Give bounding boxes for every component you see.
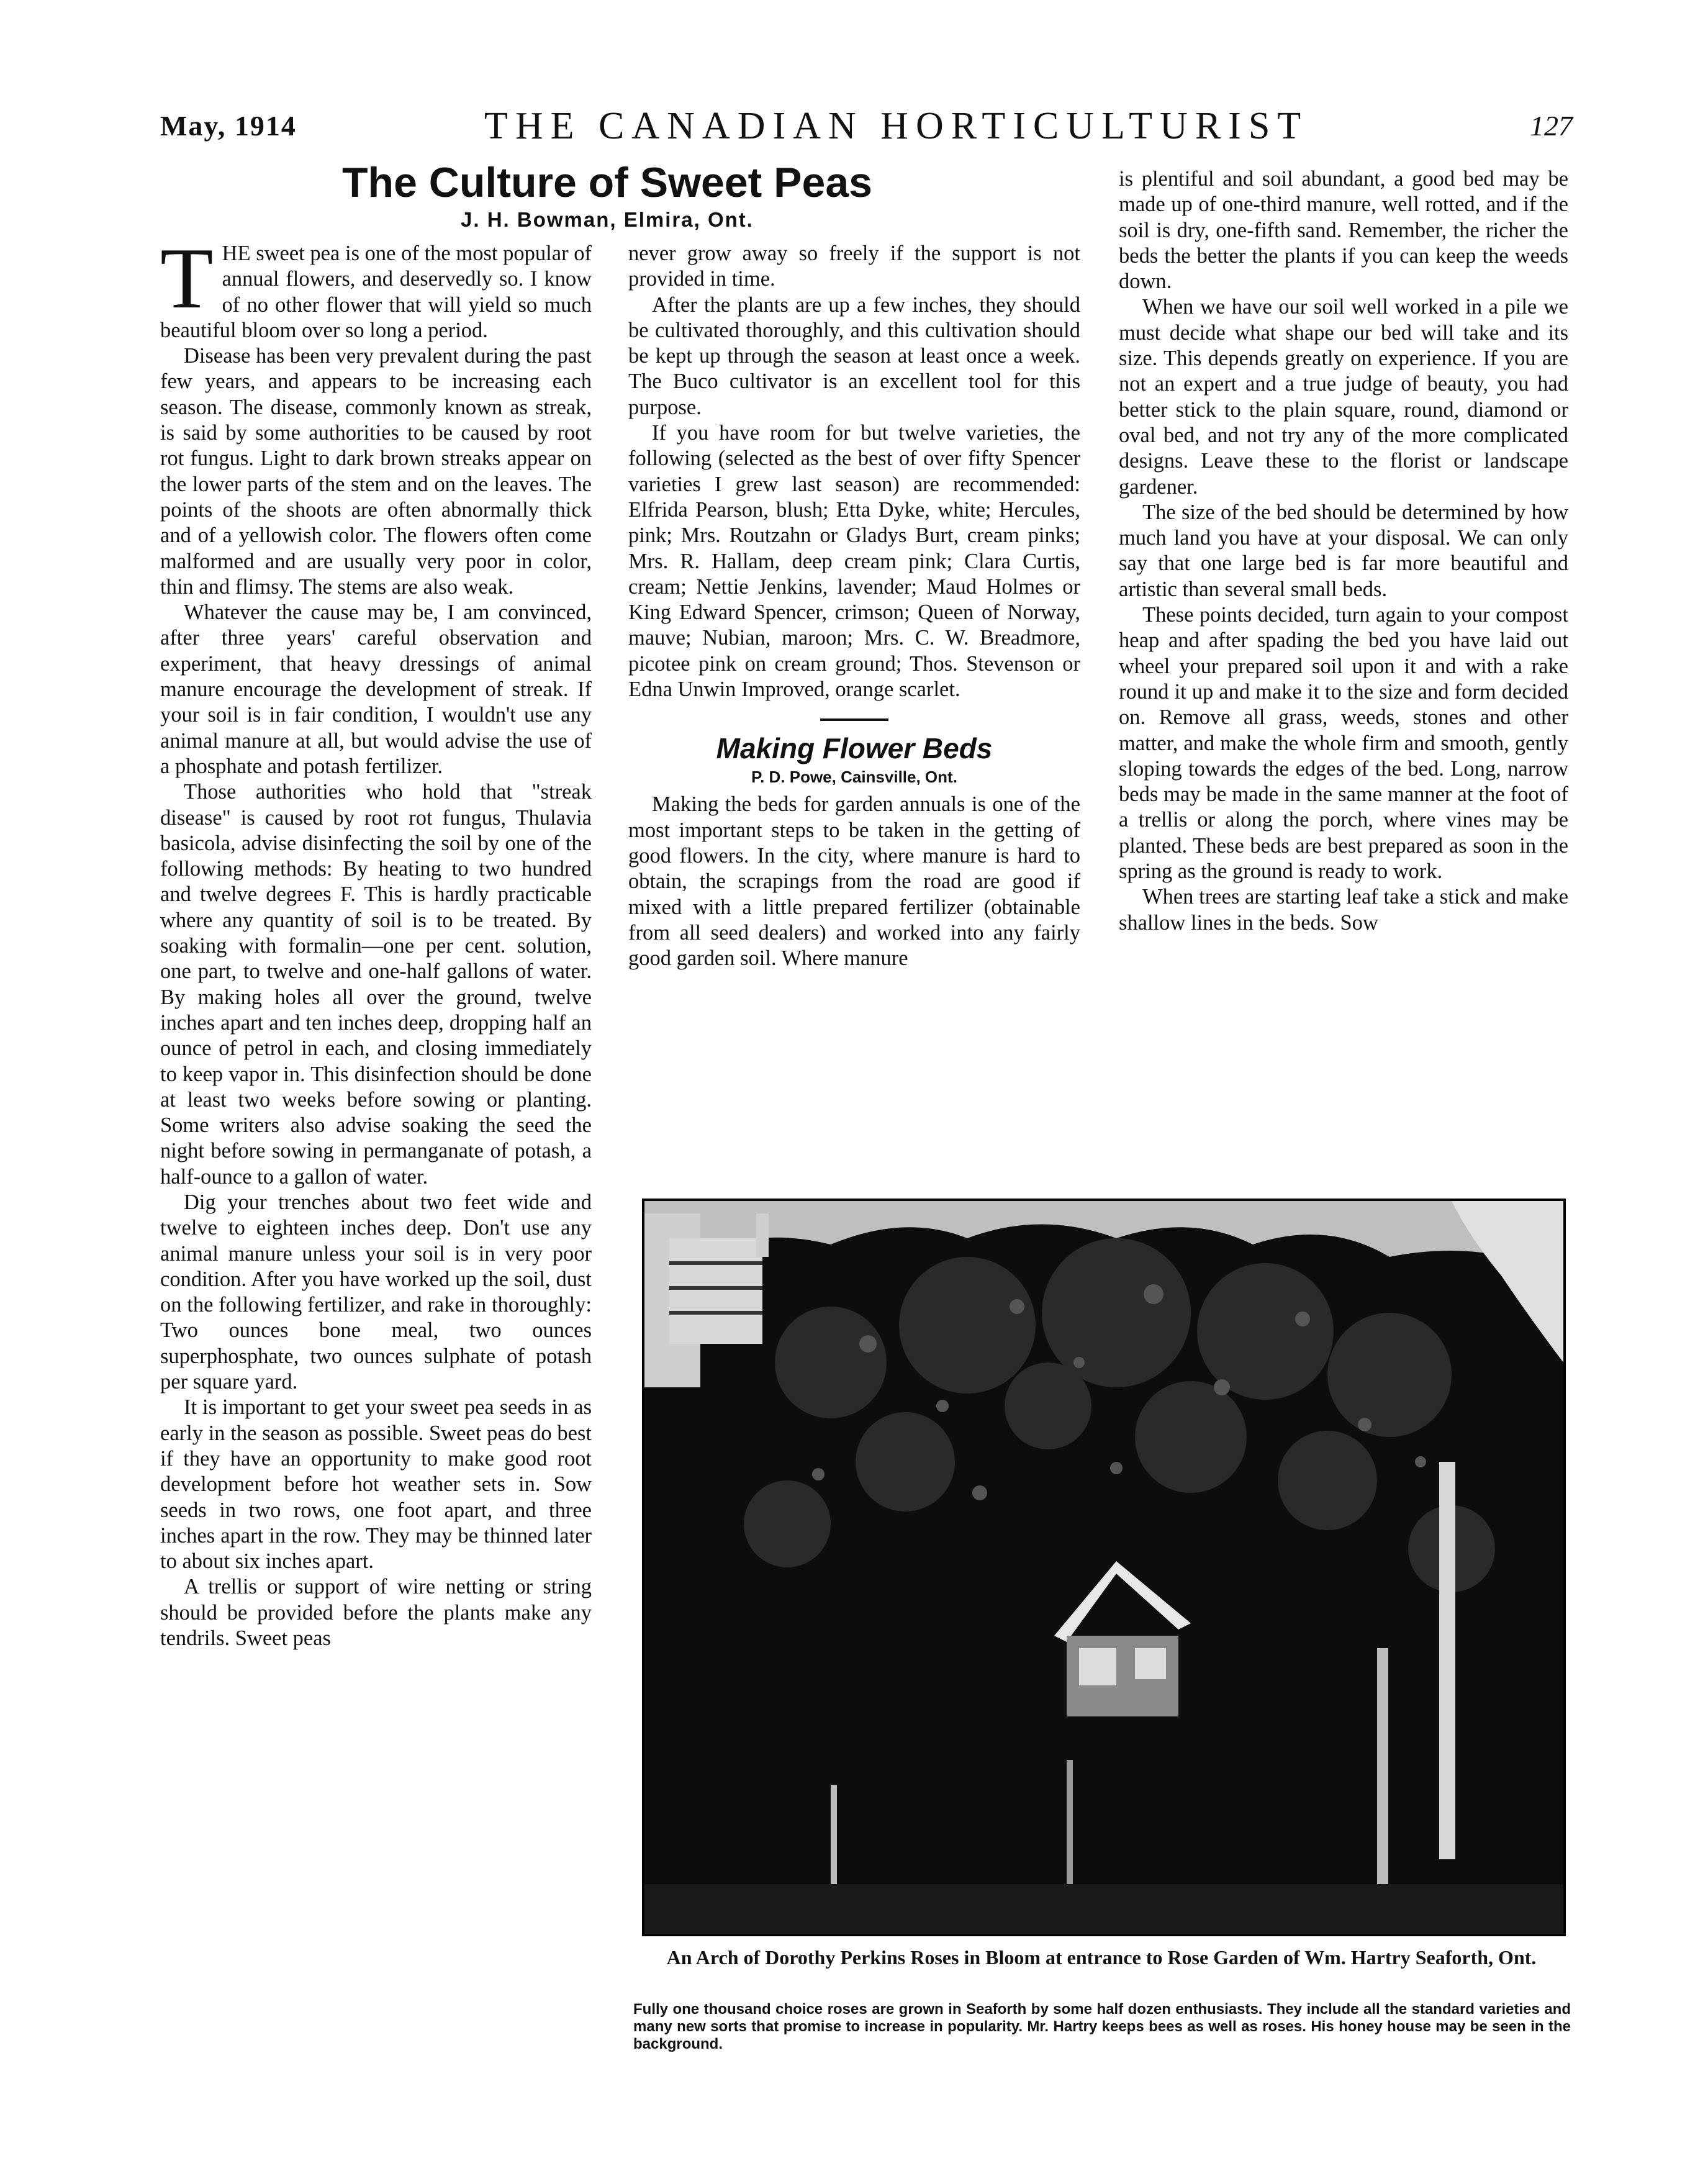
paragraph: When we have our soil well worked in a pile we must decide what shape our bed will take and its size. This depends greatly on experience. If you are not an expert and a true judge of beauty, you had better stick to the plain square, round, diamond or oval bed, and not try any of the more complicated designs. Leave these to the florist or landscape gardener. (1119, 295, 1568, 499)
article-title: The Culture of Sweet Peas (342, 159, 872, 206)
paragraph: Making the beds for garden annuals is one of the most important steps to be taken in the getting of good flowers. In the city, where manure is hard to obtain, the scrapings from the road are good if mixed with a little prepared fertilizer (obtainable from all seed dealers) and worked into any fairly good garden soil. Where manure (628, 792, 1080, 971)
paragraph: Whatever the cause may be, I am convinced, after three years' careful observation and experiment, that heavy dressings of animal manure encourage the development of streak. If your soil is in fair condition, I wouldn't use any animal manure at all, but would advise the use of a phosphate and potash fertilizer. (160, 601, 592, 778)
paragraph: is plentiful and soil abundant, a good bed may be made up of one-third manure, well rotted, and if the soil is dry, one-fifth sand. Remember, the richer the beds the better the plants if you can keep the weeds down. (1119, 167, 1568, 294)
paragraph: Dig your trenches about two feet wide and twelve to eighteen inches deep. Don't use any animal manure unless your soil is in very poor condition. After you have worked up the soil, dust on the following fertilizer, and rake in thoroughly: Two ounces bone meal, two ounces superphosphate, two ounces sulphate of potash per square yard. (160, 1190, 592, 1394)
running-header (0, 104, 1708, 160)
paragraph: A trellis or support of wire netting or string should be provided before the plants make any tendrils. Sweet peas (160, 1575, 592, 1651)
column-3 (1119, 166, 1568, 936)
paragraph: never grow away so freely if the support is not provided in time. (628, 242, 1080, 291)
rose-arch-photo (642, 1199, 1566, 1936)
figure-caption-title: An Arch of Dorothy Perkins Roses in Bloom at entrance to Rose Garden of Wm. Hartry Seaforth, Ont. (666, 1946, 1537, 1969)
paragraph: THE sweet pea is one of the most popular of annual flowers, and deservedly so. I know of no other flower that will yield so much beautiful bloom over so long a period. (160, 230, 592, 342)
column-1 (160, 230, 592, 1651)
drop-cap: T (160, 230, 214, 327)
article-byline: J. H. Bowman, Elmira, Ont. (461, 208, 754, 231)
journal-title: THE CANADIAN HORTICULTURIST (484, 105, 1309, 147)
paragraph: These points decided, turn again to your compost heap and after spading the bed you have laid out wheel your prepared soil upon it and with a rake round it up and make it to the size and form decided on. Remove all grass, weeds, stones and other matter, and make the whole firm and smooth, gently sloping towards the edges of the bed. Long, narrow beds may be made in the same manner at the foot of a trellis or along the porch, where vines may be planted. These beds are best prepared as soon in the spring as the ground is ready to work. (1119, 603, 1568, 884)
column-2 (628, 241, 1080, 971)
section-divider (820, 718, 888, 721)
sub-article-title: Making Flower Beds (716, 732, 993, 765)
paragraph: When trees are starting leaf take a stick and make shallow lines in the beds. Sow (1119, 885, 1568, 935)
paragraph: After the plants are up a few inches, they should be cultivated thoroughly, and this cultivation should be kept up through the season at least once a week. The Buco cultivator is an excellent tool for this purpose. (628, 292, 1080, 419)
sub-article-byline: P. D. Powe, Cainsville, Ont. (751, 768, 957, 787)
paragraph: If you have room for but twelve varieties, the following (selected as the best of over fifty Spencer varieties I grew last season) are recommended: Elfrida Pearson, blush; Etta Dyke, white; Hercules, pink; Mrs. Routzahn or Gladys Burt, cream pinks; Mrs. R. Hallam, deep cream pink; Clara Curtis, cream; Nettie Jenkins, lavender; Maud Holmes or King Edward Spencer, crimson; Queen of Norway, mauve; Nubian, maroon; Mrs. C. W. Breadmore, picotee pink on cream ground; Thos. Stevenson or Edna Unwin Improved, orange scarlet. (628, 421, 1080, 702)
page-number: 127 (1530, 110, 1573, 142)
figure-caption-body: Fully one thousand choice roses are grown in Seaforth by some half dozen enthusiasts. They include all the standard varieties and many new sorts that promise to increase in popularity. Mr. Hartry keeps bees as well as roses. His honey house may be seen in the background. (633, 2001, 1571, 2052)
issue-date: May, 1914 (160, 110, 297, 142)
paragraph: It is important to get your sweet pea seeds in as early in the season as possible. Sweet peas do best if they have an opportunity to make good root development before hot weather sets in. Sow seeds in two rows, one foot apart, and three inches apart in the row. They may be thinned later to about six inches apart. (160, 1395, 592, 1574)
paragraph: The size of the bed should be determined by how much land you have at your disposal. We can only say that one large bed is far more beautiful and artistic than several small beds. (1119, 500, 1568, 601)
paragraph: Those authorities who hold that "streak disease" is caused by root rot fungus, Thulavia basicola, advise disinfecting the soil by one of the following methods: By heating to two hundred and twelve degrees F. This is hardly practicable where any quantity of soil is to be treated. By soaking with formalin—one per cent. solution, one part, to twelve and one-half gallons of water. By making holes all over the ground, twelve inches apart and ten inches deep, dropping half an ounce of petrol in each, and closing immediately to keep vapor in. This disinfection should be done at least two weeks before sowing or planting. Some writers also advise soaking the seed the night before sowing in permanganate of potash, a half-ounce to a gallon of water. (160, 780, 592, 1189)
paragraph: Disease has been very prevalent during the past few years, and appears to be increasing each season. The disease, commonly known as streak, is said by some authorities to be caused by root rot fungus. Light to dark brown streaks appear on the lower parts of the stem and on the leaves. The points of the shoots are often abnormally thick and of a yellowish color. The flowers often come malformed and are usually very poor in color, thin and flimsy. The stems are also weak. (160, 344, 592, 599)
